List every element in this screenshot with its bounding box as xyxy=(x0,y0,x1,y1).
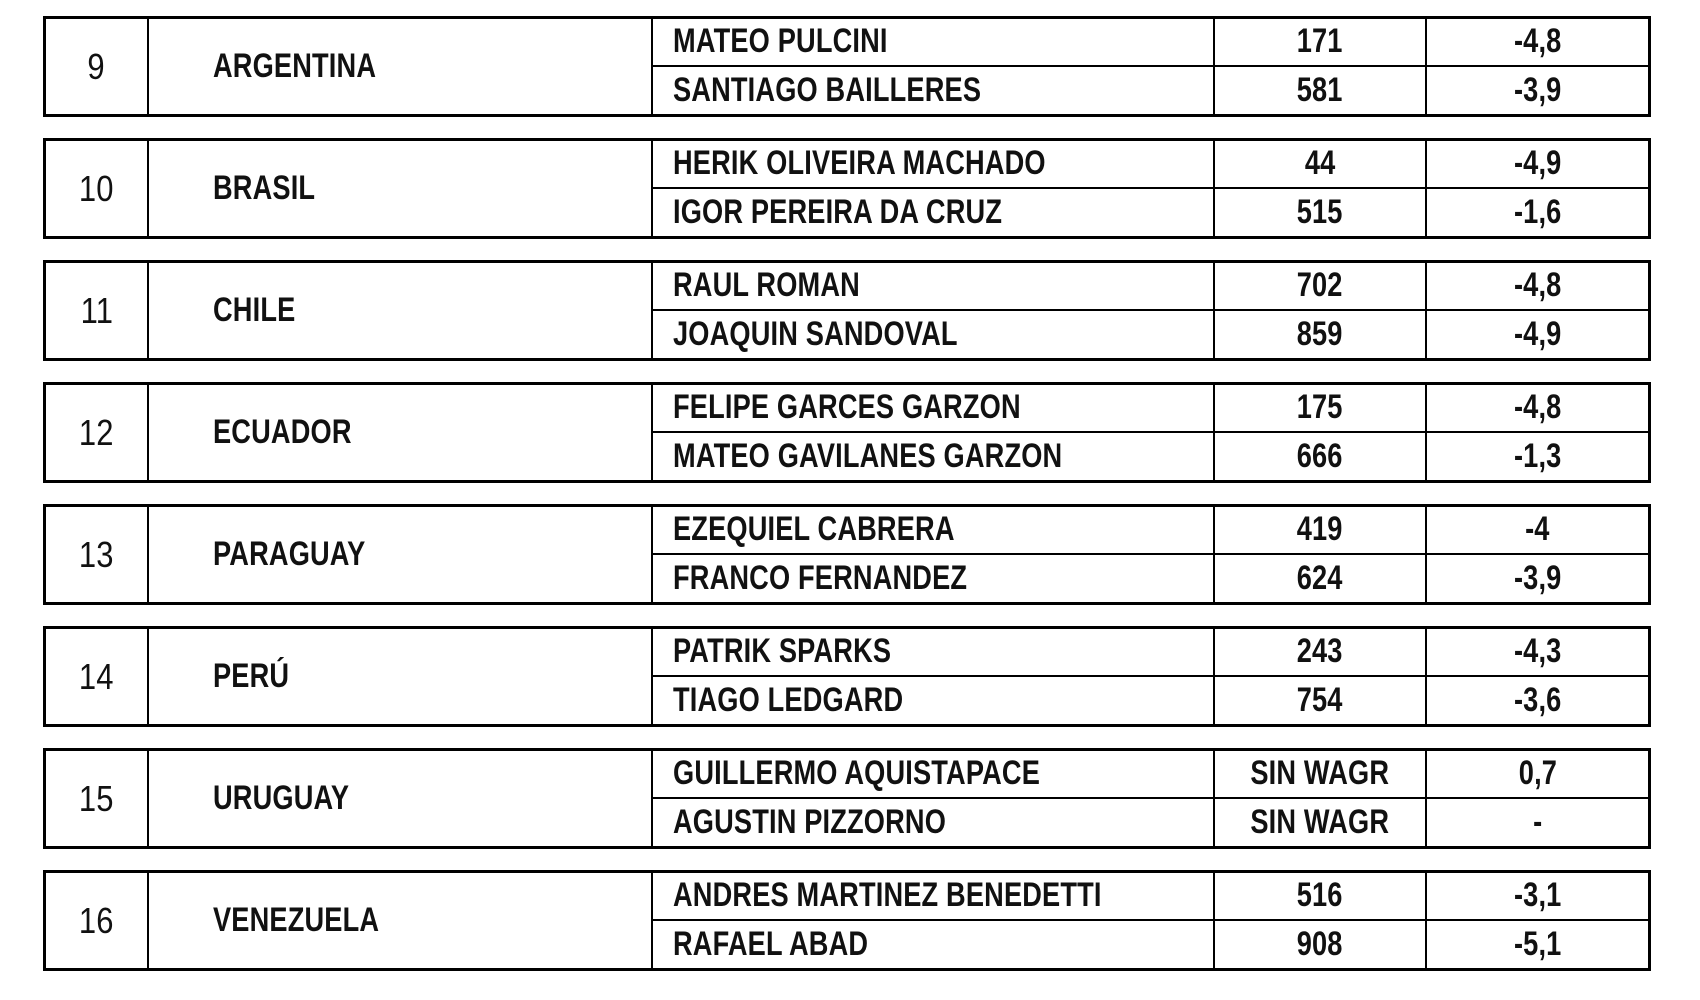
score-value: - xyxy=(1532,802,1543,841)
score-value: -4,8 xyxy=(1513,266,1562,305)
score-value: -4,9 xyxy=(1513,314,1562,353)
player-name-cell xyxy=(653,433,1215,481)
country-name: URUGUAY xyxy=(213,779,350,817)
country-cell xyxy=(149,873,653,968)
country-cell xyxy=(149,751,653,846)
country-block xyxy=(43,748,1651,849)
wagr-value: 702 xyxy=(1297,266,1343,305)
wagr-value: 44 xyxy=(1304,144,1336,183)
score-value: -1,6 xyxy=(1513,192,1562,231)
score-cell xyxy=(1427,385,1648,433)
player-name-cell xyxy=(653,189,1215,237)
wagr-value: 908 xyxy=(1297,924,1343,963)
player-name-cell xyxy=(653,507,1215,555)
wagr-cell xyxy=(1215,385,1427,433)
country-block xyxy=(43,138,1651,239)
wagr-cell xyxy=(1215,67,1427,115)
rank-cell xyxy=(46,141,149,236)
ranking-table xyxy=(43,16,1651,992)
rank-cell xyxy=(46,873,149,968)
wagr-value: 581 xyxy=(1297,70,1343,109)
rank-number: 16 xyxy=(79,899,114,941)
score-cell xyxy=(1427,629,1648,677)
country-name: ECUADOR xyxy=(213,413,352,451)
country-block xyxy=(43,382,1651,483)
wagr-cell xyxy=(1215,799,1427,847)
score-value: -3,6 xyxy=(1513,680,1562,719)
rank-number: 10 xyxy=(79,167,114,209)
player-name: MATEO PULCINI xyxy=(673,22,888,61)
player-name: ANDRES MARTINEZ BENEDETTI xyxy=(673,876,1102,915)
wagr-cell xyxy=(1215,751,1427,799)
player-name: PATRIK SPARKS xyxy=(673,632,892,671)
country-name: BRASIL xyxy=(213,169,316,207)
score-value: -4,8 xyxy=(1513,22,1562,61)
score-cell xyxy=(1427,751,1648,799)
country-cell xyxy=(149,507,653,602)
wagr-cell xyxy=(1215,629,1427,677)
country-name: ARGENTINA xyxy=(213,47,377,85)
score-value: -3,1 xyxy=(1513,876,1562,915)
score-cell xyxy=(1427,19,1648,67)
score-cell xyxy=(1427,507,1648,555)
score-cell xyxy=(1427,799,1648,847)
country-block xyxy=(43,260,1651,361)
player-name: FELIPE GARCES GARZON xyxy=(673,388,1021,427)
wagr-value: SIN WAGR xyxy=(1250,754,1390,793)
wagr-cell xyxy=(1215,921,1427,969)
player-name-cell xyxy=(653,629,1215,677)
player-name: MATEO GAVILANES GARZON xyxy=(673,436,1063,475)
player-name: RAUL ROMAN xyxy=(673,266,860,305)
score-cell xyxy=(1427,67,1648,115)
player-name-cell xyxy=(653,263,1215,311)
rank-cell xyxy=(46,385,149,480)
score-cell xyxy=(1427,141,1648,189)
player-name-cell xyxy=(653,141,1215,189)
player-name-cell xyxy=(653,799,1215,847)
score-cell xyxy=(1427,873,1648,921)
player-name-cell xyxy=(653,555,1215,603)
player-name-cell xyxy=(653,873,1215,921)
player-name: TIAGO LEDGARD xyxy=(673,680,904,719)
rank-number: 15 xyxy=(79,777,114,819)
wagr-cell xyxy=(1215,507,1427,555)
country-name: VENEZUELA xyxy=(213,901,380,939)
score-cell xyxy=(1427,433,1648,481)
player-name: AGUSTIN PIZZORNO xyxy=(673,802,947,841)
country-cell xyxy=(149,19,653,114)
rank-number: 14 xyxy=(79,655,114,697)
player-name: JOAQUIN SANDOVAL xyxy=(673,314,958,353)
score-cell xyxy=(1427,921,1648,969)
player-name-cell xyxy=(653,751,1215,799)
score-value: -4,3 xyxy=(1513,632,1562,671)
country-name: PERÚ xyxy=(213,657,290,695)
rank-cell xyxy=(46,629,149,724)
wagr-cell xyxy=(1215,189,1427,237)
wagr-value: 859 xyxy=(1297,314,1343,353)
score-cell xyxy=(1427,311,1648,359)
score-cell xyxy=(1427,189,1648,237)
wagr-value: 666 xyxy=(1297,436,1343,475)
rank-cell xyxy=(46,507,149,602)
player-name: EZEQUIEL CABRERA xyxy=(673,510,955,549)
country-name: CHILE xyxy=(213,291,296,329)
score-value: -5,1 xyxy=(1513,924,1562,963)
player-name: FRANCO FERNANDEZ xyxy=(673,558,968,597)
score-cell xyxy=(1427,555,1648,603)
wagr-cell xyxy=(1215,873,1427,921)
player-name: HERIK OLIVEIRA MACHADO xyxy=(673,144,1046,183)
wagr-value: 171 xyxy=(1297,22,1343,61)
country-name: PARAGUAY xyxy=(213,535,366,573)
rank-cell xyxy=(46,751,149,846)
rank-cell xyxy=(46,263,149,358)
player-name: GUILLERMO AQUISTAPACE xyxy=(673,754,1041,793)
rank-number: 12 xyxy=(79,411,114,453)
country-cell xyxy=(149,263,653,358)
wagr-cell xyxy=(1215,677,1427,725)
score-cell xyxy=(1427,263,1648,311)
player-name-cell xyxy=(653,19,1215,67)
country-block xyxy=(43,16,1651,117)
wagr-cell xyxy=(1215,433,1427,481)
wagr-cell xyxy=(1215,555,1427,603)
wagr-value: 516 xyxy=(1297,876,1343,915)
wagr-value: 754 xyxy=(1297,680,1343,719)
player-name-cell xyxy=(653,385,1215,433)
rank-number: 9 xyxy=(87,45,106,87)
wagr-value: 624 xyxy=(1297,558,1343,597)
wagr-cell xyxy=(1215,141,1427,189)
wagr-cell xyxy=(1215,311,1427,359)
wagr-value: 515 xyxy=(1297,192,1343,231)
country-block xyxy=(43,504,1651,605)
country-cell xyxy=(149,141,653,236)
wagr-value: SIN WAGR xyxy=(1250,802,1390,841)
player-name-cell xyxy=(653,677,1215,725)
wagr-value: 175 xyxy=(1297,388,1343,427)
rank-cell xyxy=(46,19,149,114)
score-value: -3,9 xyxy=(1513,70,1562,109)
score-cell xyxy=(1427,677,1648,725)
wagr-value: 419 xyxy=(1297,510,1343,549)
wagr-cell xyxy=(1215,263,1427,311)
wagr-value: 243 xyxy=(1297,632,1343,671)
player-name-cell xyxy=(653,311,1215,359)
player-name-cell xyxy=(653,921,1215,969)
country-cell xyxy=(149,629,653,724)
score-value: -4 xyxy=(1525,510,1550,549)
wagr-cell xyxy=(1215,19,1427,67)
score-value: 0,7 xyxy=(1518,754,1557,793)
country-block xyxy=(43,870,1651,971)
rank-number: 11 xyxy=(80,289,113,331)
player-name-cell xyxy=(653,67,1215,115)
player-name: SANTIAGO BAILLERES xyxy=(673,70,982,109)
player-name: IGOR PEREIRA DA CRUZ xyxy=(673,192,1003,231)
score-value: -1,3 xyxy=(1513,436,1562,475)
player-name: RAFAEL ABAD xyxy=(673,924,869,963)
score-value: -3,9 xyxy=(1513,558,1562,597)
rank-number: 13 xyxy=(79,533,114,575)
country-cell xyxy=(149,385,653,480)
country-block xyxy=(43,626,1651,727)
score-value: -4,9 xyxy=(1513,144,1562,183)
score-value: -4,8 xyxy=(1513,388,1562,427)
